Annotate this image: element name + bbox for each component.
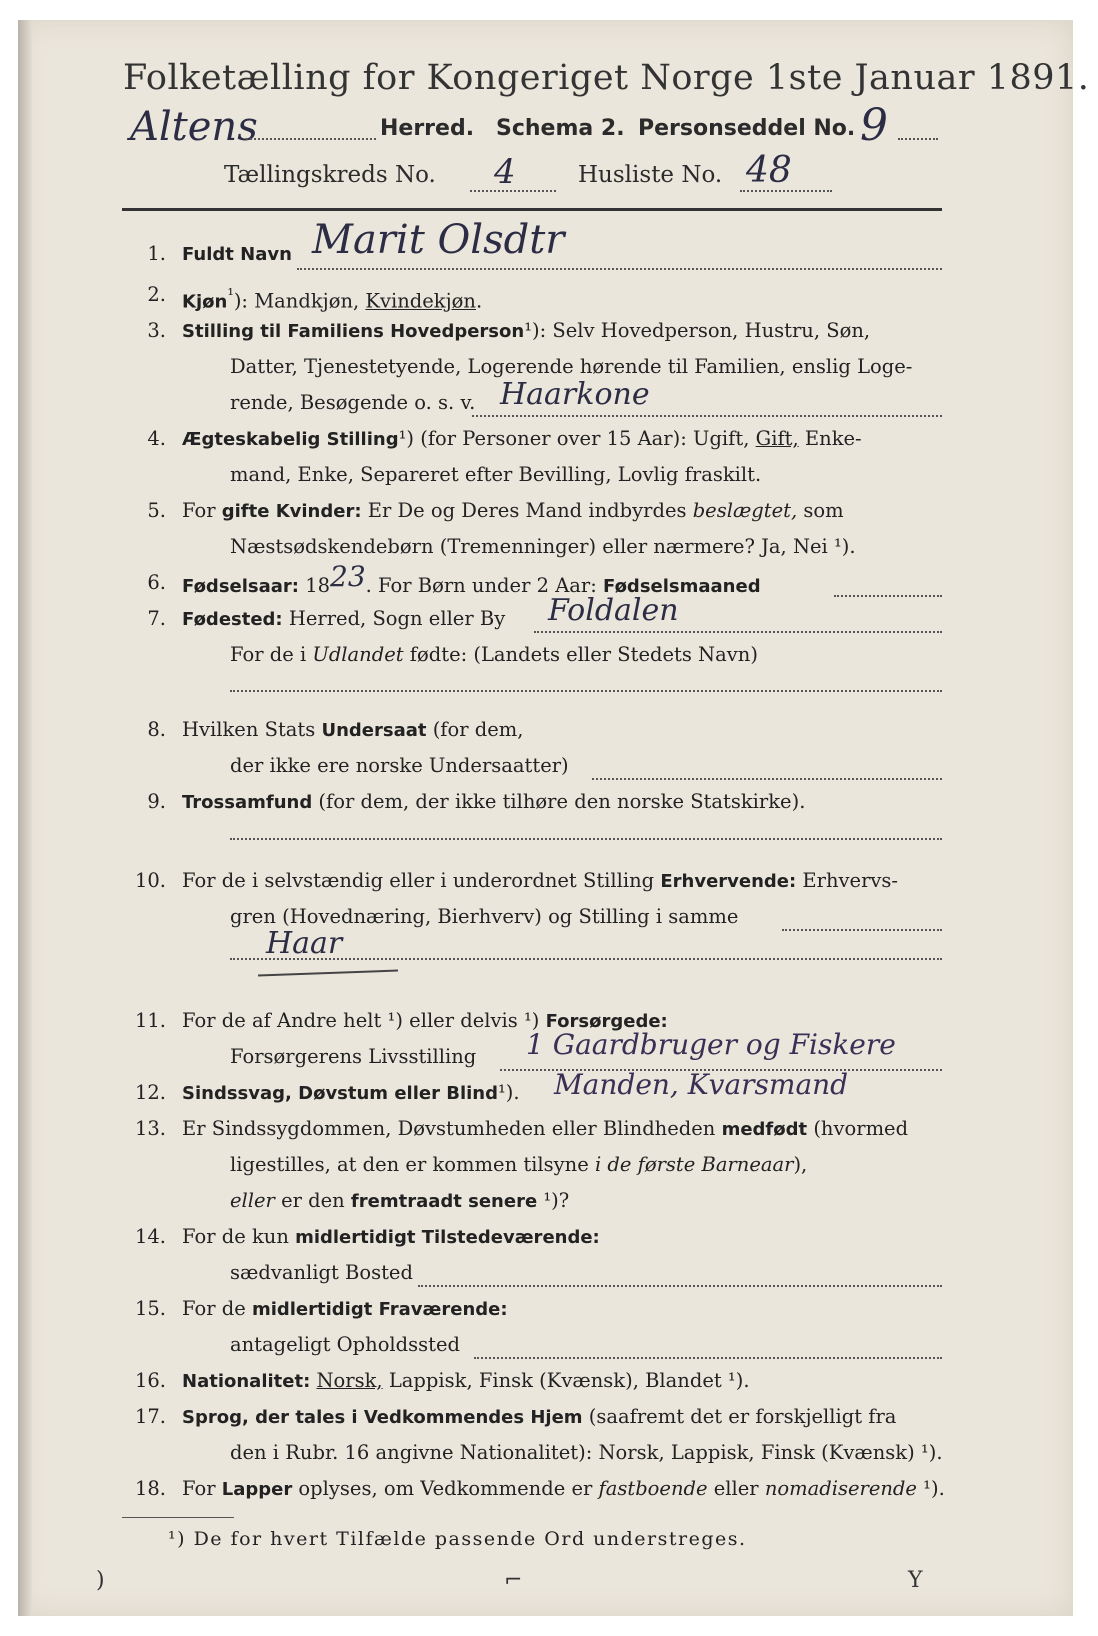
sprog-label: Sprog, der tales i Vedkommendes Hjem [182, 1407, 583, 1428]
erhverv-line2: gren (Hovednæring, Bierhverv) og Stilling i samme [230, 905, 739, 928]
aegteskab-line2: mand, Enke, Separeret efter Bevilling, Lovlig fraskilt. [230, 463, 762, 486]
lapper-italic1: fastboende [598, 1477, 708, 1500]
saedvanligt-bosted: sædvanligt Bosted [230, 1261, 413, 1284]
medfodt-line2-a: ligestilles, at den er kommen tilsyne [230, 1153, 595, 1176]
fodselsaar-label: Fødselsaar: [182, 576, 299, 597]
item-3-number: 3. [147, 319, 166, 342]
fodested-value: Foldalen [548, 593, 679, 628]
fravaerende-label: midlertidigt Fraværende: [251, 1299, 508, 1320]
medfodt-line3-b: ¹)? [537, 1189, 570, 1212]
header-rule [122, 208, 942, 211]
sprog-line2: den i Rubr. 16 angivne Nationalitet): Norsk, Lappisk, Finsk (Kvænsk) ¹). [230, 1441, 943, 1464]
sindssvag-value: Manden, Kvarsmand [554, 1068, 849, 1101]
item-7-blank-dots [230, 690, 942, 692]
husliste-dots [740, 190, 832, 192]
item-6-number: 6. [147, 571, 166, 594]
fodselsaar-value: 23 [330, 560, 366, 593]
tilstede-lead: For de kun [182, 1225, 296, 1248]
fravaerende-lead: For de [182, 1297, 252, 1320]
erhverv-handwritten-stroke [258, 970, 398, 977]
fodested-line1: Herred, Sogn eller By [282, 607, 506, 630]
lapper-label: Lapper [221, 1479, 293, 1500]
lapper-b: eller [707, 1477, 765, 1500]
item-16-number: 16. [134, 1369, 166, 1392]
sprog-rest: (saafremt det er forskjelligt fra [582, 1405, 897, 1428]
item-14-number: 14. [134, 1225, 166, 1248]
gifte-line2: Næstsødskendebørn (Tremenninger) eller nærmere? Ja, Nei ¹). [230, 535, 856, 558]
census-form-page [18, 20, 1090, 1616]
trossamfund-rest: (for dem, der ikke tilhøre den norske Statskirke). [312, 790, 806, 813]
erhverv-lead: For de i selvstændig eller i underordnet Stilling [182, 869, 661, 892]
schema-label: Schema 2. [496, 116, 625, 141]
medfodt-lead: Er Sindssygdommen, Døvstumheden eller Blindheden [182, 1117, 722, 1140]
herred-dots [246, 138, 376, 140]
item-1-number: 1. [147, 242, 166, 265]
item-11-number: 11. [134, 1009, 166, 1032]
undersaat-rest: (for dem, [426, 718, 524, 741]
aegteskab-selected: Gift, [755, 427, 799, 450]
stilling-label: Stilling til Familiens Hovedperson [182, 321, 525, 342]
sindssvag-label: Sindssvag, Døvstum eller Blind [182, 1083, 498, 1104]
personseddel-dots [898, 138, 938, 140]
kjon-label: Kjøn [182, 291, 228, 313]
herred-label: Herred. [380, 116, 475, 141]
forsorger-value: 1 Gaardbruger og Fiskere [526, 1028, 896, 1061]
fuldt-navn-value: Marit Olsdtr [312, 217, 565, 263]
personseddel-value: 9 [860, 100, 888, 151]
kjon-selected: Kvindekjøn [365, 289, 476, 313]
aegteskab-line1-end: Enke- [798, 427, 862, 450]
kjon-options: ): Mandkjøn, [233, 289, 366, 313]
aegteskab-label: Ægteskabelig Stilling [182, 429, 399, 450]
item-4-number: 4. [147, 427, 166, 450]
item-18-number: 18. [134, 1477, 166, 1500]
gifte-line1-end: som [797, 499, 844, 522]
medfodt-rest: (hvormed [807, 1117, 909, 1140]
medfodt-line3-a: er den [274, 1189, 351, 1212]
item-1-dots [297, 268, 942, 270]
item-10-blank-dots [230, 958, 942, 960]
item-12-number: 12. [134, 1081, 166, 1104]
fodselsaar-prefix: 18 [299, 574, 331, 597]
medfodt-line2-italic: i de første Barneaar [594, 1153, 794, 1176]
taellingskreds-value: 4 [494, 152, 516, 192]
footnote-rule [122, 1517, 234, 1518]
tilstede-label: midlertidigt Tilstedeværende: [295, 1227, 600, 1248]
footnote: ¹) De for hvert Tilfælde passende Ord understreges. [168, 1528, 747, 1550]
erhverv-value: Haar [266, 926, 343, 961]
nationalitet-rest: Lappisk, Finsk (Kvænsk), Blandet ¹). [382, 1369, 750, 1392]
forsorger-livsstilling: Forsørgerens Livsstilling [230, 1045, 477, 1068]
item-8-dots [592, 778, 942, 780]
husliste-value: 48 [746, 150, 792, 191]
lapper-lead: For [182, 1477, 222, 1500]
item-1 [122, 217, 952, 278]
sindssvag-rest: ¹). [497, 1081, 520, 1104]
item-15-dots [474, 1357, 942, 1359]
margin-mark-center: ⌐ [504, 1568, 523, 1593]
gifte-italic: beslægtet, [692, 499, 798, 522]
item-5-number: 5. [147, 499, 166, 522]
medfodt-line2-b: ), [793, 1153, 808, 1176]
erhverv-label: Erhvervende: [660, 871, 797, 892]
nationalitet-label: Nationalitet: [182, 1371, 311, 1392]
opholdssted: antageligt Opholdssted [230, 1333, 461, 1356]
gifte-lead: For [182, 499, 222, 522]
lapper-a: oplyses, om Vedkommende er [292, 1477, 599, 1500]
personseddel-label: Personseddel No. [638, 116, 856, 141]
fodested-label: Fødested: [182, 609, 283, 630]
medfodt-line3-bold: fremtraadt senere [350, 1191, 538, 1212]
fuldt-navn-label: Fuldt Navn [182, 244, 292, 265]
undersaat-label: Undersaat [321, 720, 427, 741]
trossamfund-label: Trossamfund [182, 792, 313, 813]
gifte-label: gifte Kvinder: [221, 501, 362, 522]
stilling-value: Haarkone [500, 377, 650, 412]
medfodt-line3-italic: eller [230, 1189, 275, 1212]
item-6-dots [834, 595, 942, 597]
item-9-number: 9. [147, 790, 166, 813]
husliste-label: Husliste No. [578, 162, 723, 188]
undersaat-line2: der ikke ere norske Undersaatter) [230, 754, 569, 777]
page-binding-edge [18, 20, 32, 1616]
item-3-dots [472, 415, 942, 417]
udland-b: fødte: (Landets eller Stedets Navn) [403, 643, 758, 666]
fodselsaar-rest: . For Børn under 2 Aar: [365, 574, 603, 597]
medfodt-label: medfødt [721, 1119, 808, 1140]
margin-mark-right: Y [908, 1568, 923, 1593]
item-10-number: 10. [134, 869, 166, 892]
item-9-blank-dots [230, 838, 942, 840]
item-15-number: 15. [134, 1297, 166, 1320]
udland-a: For de i [230, 643, 313, 666]
taellingskreds-label: Tællingskreds No. [224, 162, 436, 188]
stilling-line2: Datter, Tjenestetyende, Logerende hørende til Familien, enslig Loge- [230, 355, 913, 378]
item-8-number: 8. [147, 718, 166, 741]
forsorgede-label: Forsørgede: [545, 1011, 668, 1032]
item-7-dots [534, 631, 942, 633]
forsorgede-lead: For de af Andre helt ¹) eller delvis ¹) [182, 1009, 546, 1032]
item-14-dots [418, 1285, 942, 1287]
form-title: Folketælling for Kongeriget Norge 1ste Januar 1891. [123, 58, 1090, 98]
kjon-footnote-mark: ¹ [227, 285, 234, 304]
nationalitet-selected: Norsk, [316, 1369, 383, 1392]
fodselsmaaned-label: Fødselsmaaned [603, 576, 761, 597]
erhverv-rest: Erhvervs- [796, 869, 899, 892]
lapper-italic2: nomadiserende [764, 1477, 917, 1500]
stilling-line3: rende, Besøgende o. s. v. [230, 391, 476, 414]
herred-value: Altens [130, 104, 258, 150]
item-10-dots [782, 929, 942, 931]
gifte-line1: Er De og Deres Mand indbyrdes [361, 499, 693, 522]
stilling-line1: ¹): Selv Hovedperson, Hustru, Søn, [524, 319, 871, 342]
kjon-period: . [475, 289, 483, 313]
margin-mark-left: ) [96, 1568, 105, 1593]
item-17-number: 17. [134, 1405, 166, 1428]
aegteskab-line1: ¹) (for Personer over 15 Aar): Ugift, [398, 427, 756, 450]
undersaat-lead: Hvilken Stats [182, 718, 322, 741]
item-13-number: 13. [134, 1117, 166, 1140]
item-7-number: 7. [147, 607, 166, 630]
udland-italic: Udlandet [312, 643, 404, 666]
lapper-c: ¹). [916, 1477, 945, 1500]
item-2-number: 2. [147, 283, 166, 306]
taellingskreds-dots [470, 190, 556, 192]
